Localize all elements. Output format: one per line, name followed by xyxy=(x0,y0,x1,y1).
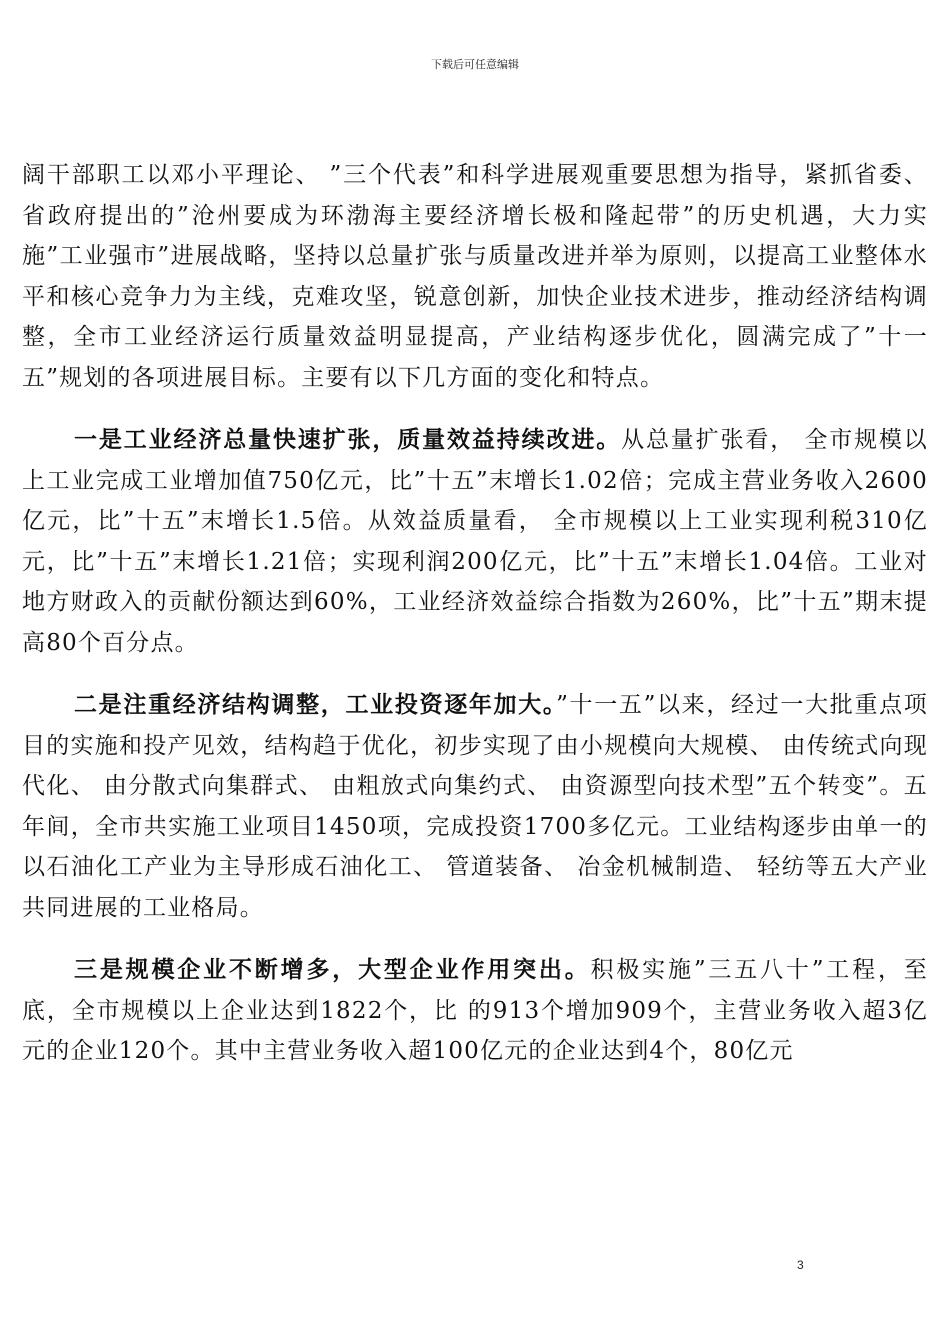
paragraph-text: 从总量扩张看， 全市规模以上工业完成工业增加值750亿元，比”十五”末增长1.02倍；完成主营业务收入2600亿元，比”十五”末增长1.5倍。从效益质量看， 全市规模以上工业实现利税310亿元，比”十五”末增长1.21倍；实现利润200亿元，比”十五”末增长1.04倍。工业对地方财政入的贡献份额达到60%，工业经济效益综合指数为260%，比”十五”期末提高80个百分点。 xyxy=(22,427,928,656)
paragraph-intro xyxy=(22,155,928,398)
document-body xyxy=(22,155,928,1072)
paragraph-point-two xyxy=(22,685,928,928)
paragraph-text: 阔干部职工以邓小平理论、 ”三个代表”和科学进展观重要思想为指导，紧抓省委、 省政府提出的”沧州要成为环渤海主要经济增长极和隆起带”的历史机遇，大力实施”工业强市”进展战略，坚持以总量扩张与质量改进并举为原则，以提高工业整体水平和核心竞争力为主线，克难攻坚，锐意创新，加快企业技术进步，推动经济结构调整，全市工业经济运行质量效益明显提高，产业结构逐步优化，圆满完成了”十一五”规划的各项进展目标。主要有以下几方面的变化和特点。 xyxy=(22,162,928,391)
paragraph-lead: 三是规模企业不断增多，大型企业作用突出。 xyxy=(74,956,591,983)
paragraph-point-three xyxy=(22,950,928,1072)
paragraph-point-one xyxy=(22,420,928,663)
paragraph-lead: 二是注重经济结构调整，工业投资逐年加大。 xyxy=(74,691,557,718)
page-number: 3 xyxy=(797,1258,804,1272)
header-note: 下载后可任意编辑 xyxy=(431,58,519,71)
paragraph-text: 积极实施”三五八十”工程，至 底，全市规模以上企业达到1822个，比 的913个增加909个，主营业务收入超3亿元的企业120个。其中主营业务收入超100亿元的企业达到4个，80亿元 xyxy=(22,957,928,1064)
paragraph-text: ”十一五”以来，经过一大批重点项目的实施和投产见效，结构趋于优化，初步实现了由小规模向大规模、 由传统式向现代化、 由分散式向集群式、 由粗放式向集约式、 由资源型向技术型”五个转变”。五年间，全市共实施工业项目1450项，完成投资1700多亿元。工业结构逐步由单一的以石油化工产业为主导形成石油化工、 管道装备、 冶金机械制造、 轻纺等五大产业共同进展的工业格局。 xyxy=(22,692,929,921)
paragraph-lead: 一是工业经济总量快速扩张，质量效益持续改进。 xyxy=(74,426,622,453)
